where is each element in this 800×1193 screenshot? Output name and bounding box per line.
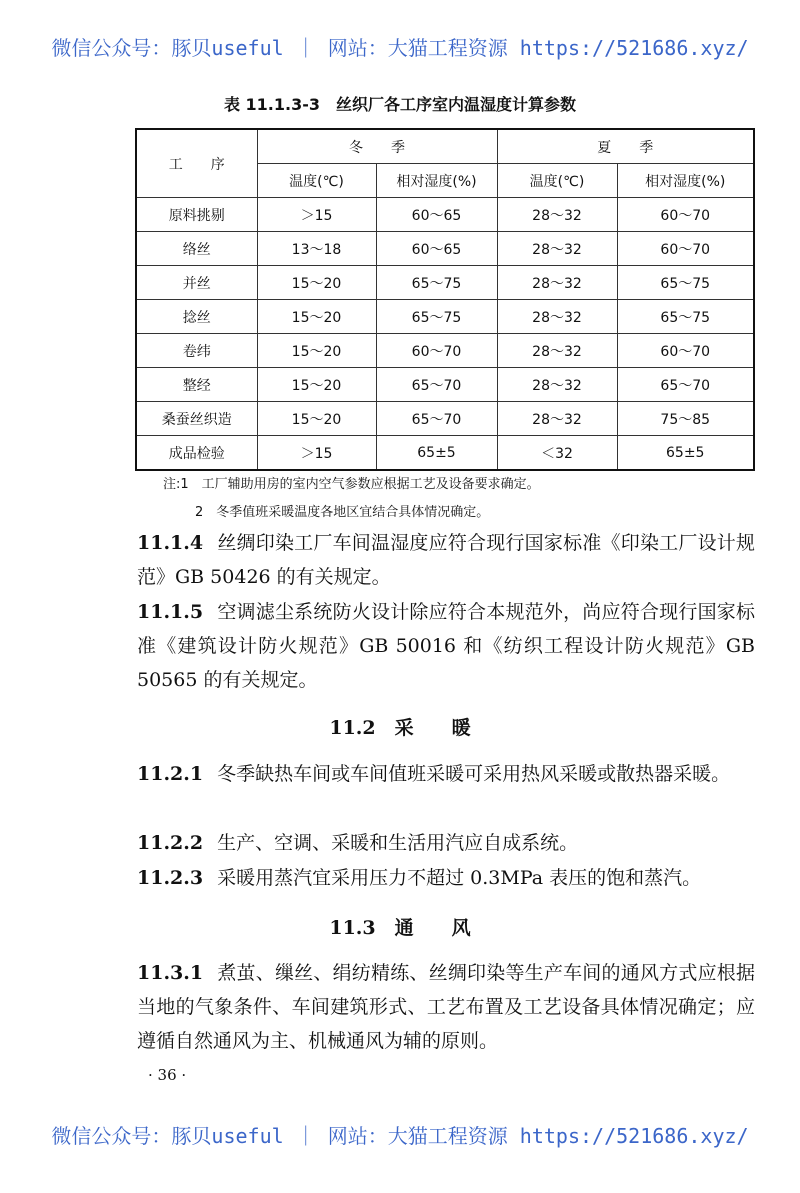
clause-number: 11.1.4 [137, 532, 204, 554]
header-summer-temp: 温度(℃) [497, 164, 617, 198]
clause-11-1-4 [137, 526, 755, 594]
clause-11-2-3 [137, 861, 755, 895]
value-cell: 65～70 [376, 402, 497, 436]
value-cell: 15～20 [257, 300, 376, 334]
value-cell: 65～75 [617, 266, 754, 300]
table-row [136, 436, 754, 471]
header-winter-temp: 温度(℃) [257, 164, 376, 198]
section-heading-11-3: 11.3 通 风 [329, 917, 471, 939]
value-cell: 60～70 [376, 334, 497, 368]
value-cell: 15～20 [257, 334, 376, 368]
value-cell: 65～75 [376, 266, 497, 300]
value-cell: 60～65 [376, 198, 497, 232]
value-cell: 65±5 [376, 436, 497, 471]
table-row [136, 402, 754, 436]
header-winter-rh: 相对湿度(%) [376, 164, 497, 198]
clause-text: 生产、空调、采暖和生活用汽应自成系统。 [217, 832, 579, 854]
clause-11-1-5 [137, 595, 755, 697]
clause-11-2-1 [137, 757, 755, 791]
clause-number: 11.2.3 [137, 867, 204, 889]
clause-number: 11.2.2 [137, 832, 204, 854]
process-cell: 络丝 [136, 232, 257, 266]
value-cell: 15～20 [257, 266, 376, 300]
watermark-top: 微信公众号：豚贝useful ｜ 网站：大猫工程资源 https://521686.xyz/ [51, 36, 749, 60]
value-cell: 60～70 [617, 334, 754, 368]
section-heading-11-2: 11.2 采 暖 [329, 717, 471, 739]
table-note-2: 2 冬季值班采暖温度各地区宜结合具体情况确定。 [195, 505, 490, 520]
value-cell: 28～32 [497, 334, 617, 368]
value-cell: 28～32 [497, 300, 617, 334]
value-cell: 65～75 [376, 300, 497, 334]
clause-text: 空调滤尘系统防火设计除应符合本规范外，尚应符合现行国家标准《建筑设计防火规范》GB 50016 和《纺织工程设计防火规范》GB 50565 的有关规定。 [137, 601, 755, 691]
value-cell: 65±5 [617, 436, 754, 471]
process-cell: 整经 [136, 368, 257, 402]
clause-text: 丝绸印染工厂车间温湿度应符合现行国家标准《印染工厂设计规范》GB 50426 的有关规定。 [137, 532, 755, 588]
process-cell: 并丝 [136, 266, 257, 300]
value-cell: ＞15 [257, 198, 376, 232]
process-cell: 卷纬 [136, 334, 257, 368]
header-process: 工 序 [136, 129, 257, 198]
page-number: · 36 · [148, 1066, 187, 1084]
table-row [136, 266, 754, 300]
table-row [136, 300, 754, 334]
table-row [136, 198, 754, 232]
value-cell: 60～70 [617, 232, 754, 266]
value-cell: ＞15 [257, 436, 376, 471]
value-cell: 28～32 [497, 198, 617, 232]
clause-number: 11.1.5 [137, 601, 204, 623]
table-note-1: 注:1 工厂辅助用房的室内空气参数应根据工艺及设备要求确定。 [163, 477, 540, 492]
value-cell: 60～65 [376, 232, 497, 266]
table-row [136, 368, 754, 402]
value-cell: 28～32 [497, 266, 617, 300]
clause-number: 11.3.1 [137, 962, 204, 984]
watermark-bottom: 微信公众号：豚贝useful ｜ 网站：大猫工程资源 https://521686.xyz/ [51, 1124, 749, 1148]
clause-text: 煮茧、缫丝、绢纺精练、丝绸印染等生产车间的通风方式应根据当地的气象条件、车间建筑形式、工艺布置及工艺设备具体情况确定；应遵循自然通风为主、机械通风为辅的原则。 [137, 962, 755, 1052]
clause-number: 11.2.1 [137, 763, 204, 785]
process-cell: 捻丝 [136, 300, 257, 334]
table-caption: 表 11.1.3-3 丝织厂各工序室内温湿度计算参数 [223, 95, 577, 114]
value-cell: 28～32 [497, 232, 617, 266]
value-cell: 28～32 [497, 402, 617, 436]
table-row [136, 334, 754, 368]
temperature-humidity-table [135, 128, 755, 471]
header-summer: 夏 季 [497, 129, 754, 164]
value-cell: ＜32 [497, 436, 617, 471]
value-cell: 13～18 [257, 232, 376, 266]
value-cell: 65～75 [617, 300, 754, 334]
process-cell: 成品检验 [136, 436, 257, 471]
clause-text: 采暖用蒸汽宜采用压力不超过 0.3MPa 表压的饱和蒸汽。 [217, 867, 702, 889]
clause-text: 冬季缺热车间或车间值班采暖可采用热风采暖或散热器采暖。 [217, 763, 731, 785]
process-cell: 桑蚕丝织造 [136, 402, 257, 436]
value-cell: 75～85 [617, 402, 754, 436]
value-cell: 65～70 [617, 368, 754, 402]
header-winter: 冬 季 [257, 129, 497, 164]
table-row [136, 232, 754, 266]
clause-11-2-2 [137, 826, 755, 860]
value-cell: 15～20 [257, 368, 376, 402]
value-cell: 60～70 [617, 198, 754, 232]
value-cell: 15～20 [257, 402, 376, 436]
header-summer-rh: 相对湿度(%) [617, 164, 754, 198]
value-cell: 28～32 [497, 368, 617, 402]
value-cell: 65～70 [376, 368, 497, 402]
process-cell: 原料挑剔 [136, 198, 257, 232]
clause-11-3-1 [137, 956, 755, 1058]
